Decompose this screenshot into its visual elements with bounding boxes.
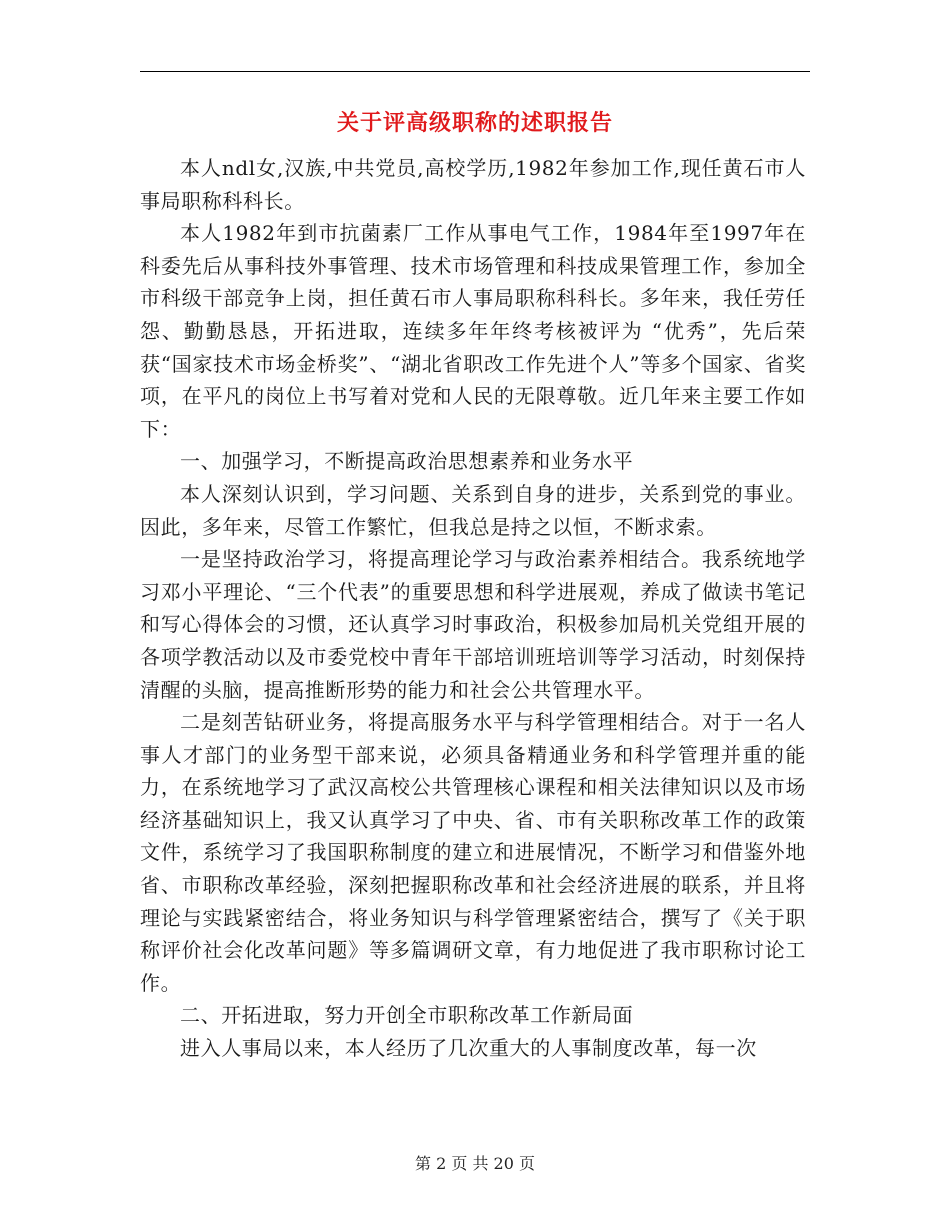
header-rule bbox=[140, 71, 810, 72]
paragraph-intro: 本人ndl女,汉族,中共党员,高校学历,1982年参加工作,现任黄石市人事局职称科科长。 bbox=[140, 156, 806, 213]
paragraph-political-study: 一是坚持政治学习，将提高理论学习与政治素养相结合。我系统地学习邓小平理论、“三个代表”的重要思想和科学进展观，养成了做读书笔记和写心得体会的习惯，还认真学习时事政治，积极参加局机关党组开展的各项学教活动以及市委党校中青年干部培训班培训等学习活动，时刻保持清醒的头脑，提高推断形势的能力和社会公共管理水平。 bbox=[140, 547, 806, 702]
paragraph-career: 本人1982年到市抗菌素厂工作从事电气工作，1984年至1997年在科委先后从事科技外事管理、技术市场管理和科技成果管理工作，参加全市科级干部竞争上岗，担任黄石市人事局职称科科长。多年来，我任劳任怨、勤勤恳恳，开拓进取，连续多年年终考核被评为 “优秀”，先后荣获“国家技术市场金桥奖”、“湖北省职改工作先进个人”等多个国家、省奖项，在平凡的岗位上书写着对党和人民的无限尊敬。近几年来主要工作如下： bbox=[140, 221, 806, 441]
section-heading-2: 二、开拓进取，努力开创全市职称改革工作新局面 bbox=[180, 1003, 634, 1028]
paragraph-business-study: 二是刻苦钻研业务，将提高服务水平与科学管理相结合。对于一名人事人才部门的业务型干部来说，必须具备精通业务和科学管理并重的能力，在系统地学习了武汉高校公共管理核心课程和相关法律知识以及市场经济基础知识上，我又认真学习了中央、省、市有关职称改革工作的政策文件，系统学习了我国职称制度的建立和进展情况，不断学习和借鉴外地省、市职称改革经验，深刻把握职称改革和社会经济进展的联系，并且将理论与实践紧密结合，将业务知识与科学管理紧密结合，撰写了《关于职称评价社会化改革问题》等多篇调研文章，有力地促进了我市职称讨论工作。 bbox=[140, 710, 806, 995]
document-title: 关于评高级职称的述职报告 bbox=[336, 111, 613, 136]
section-heading-1: 一、加强学习，不断提高政治思想素养和业务水平 bbox=[180, 449, 634, 474]
page-number-footer: 第 2 页 共 20 页 bbox=[415, 1154, 535, 1173]
paragraph-learning: 本人深刻认识到，学习问题、关系到自身的进步，关系到党的事业。因此，多年来，尽管工作繁忙，但我总是持之以恒，不断求索。 bbox=[140, 481, 806, 539]
paragraph-reform: 进入人事局以来，本人经历了几次重大的人事制度改革，每一次 bbox=[180, 1036, 757, 1061]
document-body bbox=[140, 152, 806, 1065]
